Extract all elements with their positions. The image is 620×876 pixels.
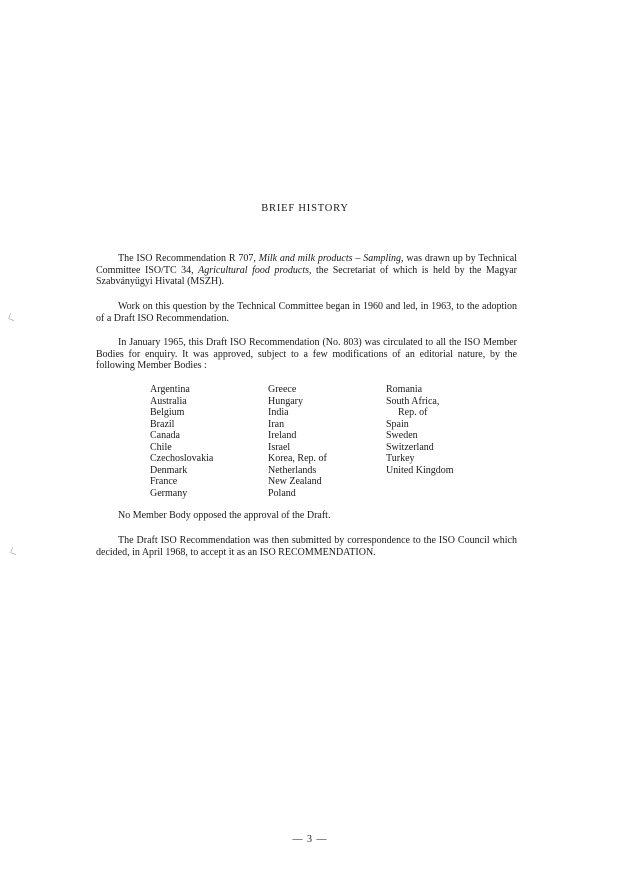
member-body: Sweden (386, 430, 418, 441)
p1-committee-name: Agricultural food products, (198, 264, 312, 276)
member-body: Belgium (150, 407, 185, 418)
p2-text: Work on this question by the Technical Committee began in 1960 and led, in 1963, to the adoption of a Draft ISO Recommendation. (96, 301, 517, 324)
member-body: Czechoslovakia (150, 453, 214, 464)
member-body: Australia (150, 395, 187, 407)
member-body: Argentina (150, 384, 190, 395)
member-body: Germany (150, 487, 188, 499)
p1-text-1: The ISO Recommendation R 707, (118, 253, 259, 264)
page-title: BRIEF HISTORY (261, 203, 349, 214)
member-body: India (268, 407, 289, 418)
p1-text-3: the Secretariat of which is held by the Magyar Szabványügyi Hivatal (MSZH). (96, 264, 518, 287)
p1-standard-title: Milk and milk products – Sampling, (258, 253, 404, 264)
member-body: Romania (386, 384, 423, 395)
member-body: Switzerland (386, 441, 434, 453)
member-body: Ireland (268, 430, 297, 441)
member-body: Denmark (150, 464, 188, 476)
paragraph-work-began (96, 301, 517, 324)
member-body: Greece (268, 384, 297, 395)
p4-text: No Member Body opposed the approval of the Draft. (118, 510, 331, 521)
member-body: Rep. of (398, 407, 428, 418)
member-bodies-column-1 (150, 384, 213, 499)
member-body: Israel (268, 441, 291, 453)
member-bodies-column-2 (268, 384, 327, 499)
member-body: Turkey (386, 453, 415, 464)
member-body: Hungary (268, 395, 303, 407)
paragraph-council-decision (96, 535, 517, 558)
member-body: France (150, 476, 178, 487)
member-body: Brazil (150, 418, 175, 430)
member-body: Canada (150, 430, 180, 441)
member-body: Korea, Rep. of (268, 453, 327, 464)
member-body: United Kingdom (386, 464, 454, 476)
member-body: Iran (268, 418, 285, 430)
member-body: Spain (386, 418, 409, 430)
paragraph-drawn-up (96, 253, 517, 288)
page-number: — 3 — (292, 834, 328, 845)
paragraph-circulated (96, 337, 517, 372)
member-body: New Zealand (268, 476, 322, 487)
p5-text: The Draft ISO Recommendation was then submitted by correspondence to the ISO Council which decided, in April 1968, to accept it as an ISO RECOMMENDATION. (96, 535, 517, 558)
p3-text: In January 1965, this Draft ISO Recommendation (No. 803) was circulated to all the ISO Member Bodies for enquiry. It was approved, subject to a few modifications of an editorial nature, by the following Member Bodies : (96, 337, 517, 371)
scan-mark-icon: ∟ (5, 310, 19, 325)
member-body: Netherlands (268, 464, 317, 476)
member-body: Poland (268, 487, 296, 499)
paragraph-no-opposition (96, 510, 517, 522)
member-body: Chile (150, 441, 172, 453)
member-bodies-column-3 (386, 384, 454, 476)
scan-mark-icon: ∟ (7, 544, 21, 559)
member-body: South Africa, (386, 395, 440, 407)
p1-text-2: was drawn up by Technical Committee ISO/TC 34, (96, 253, 517, 276)
